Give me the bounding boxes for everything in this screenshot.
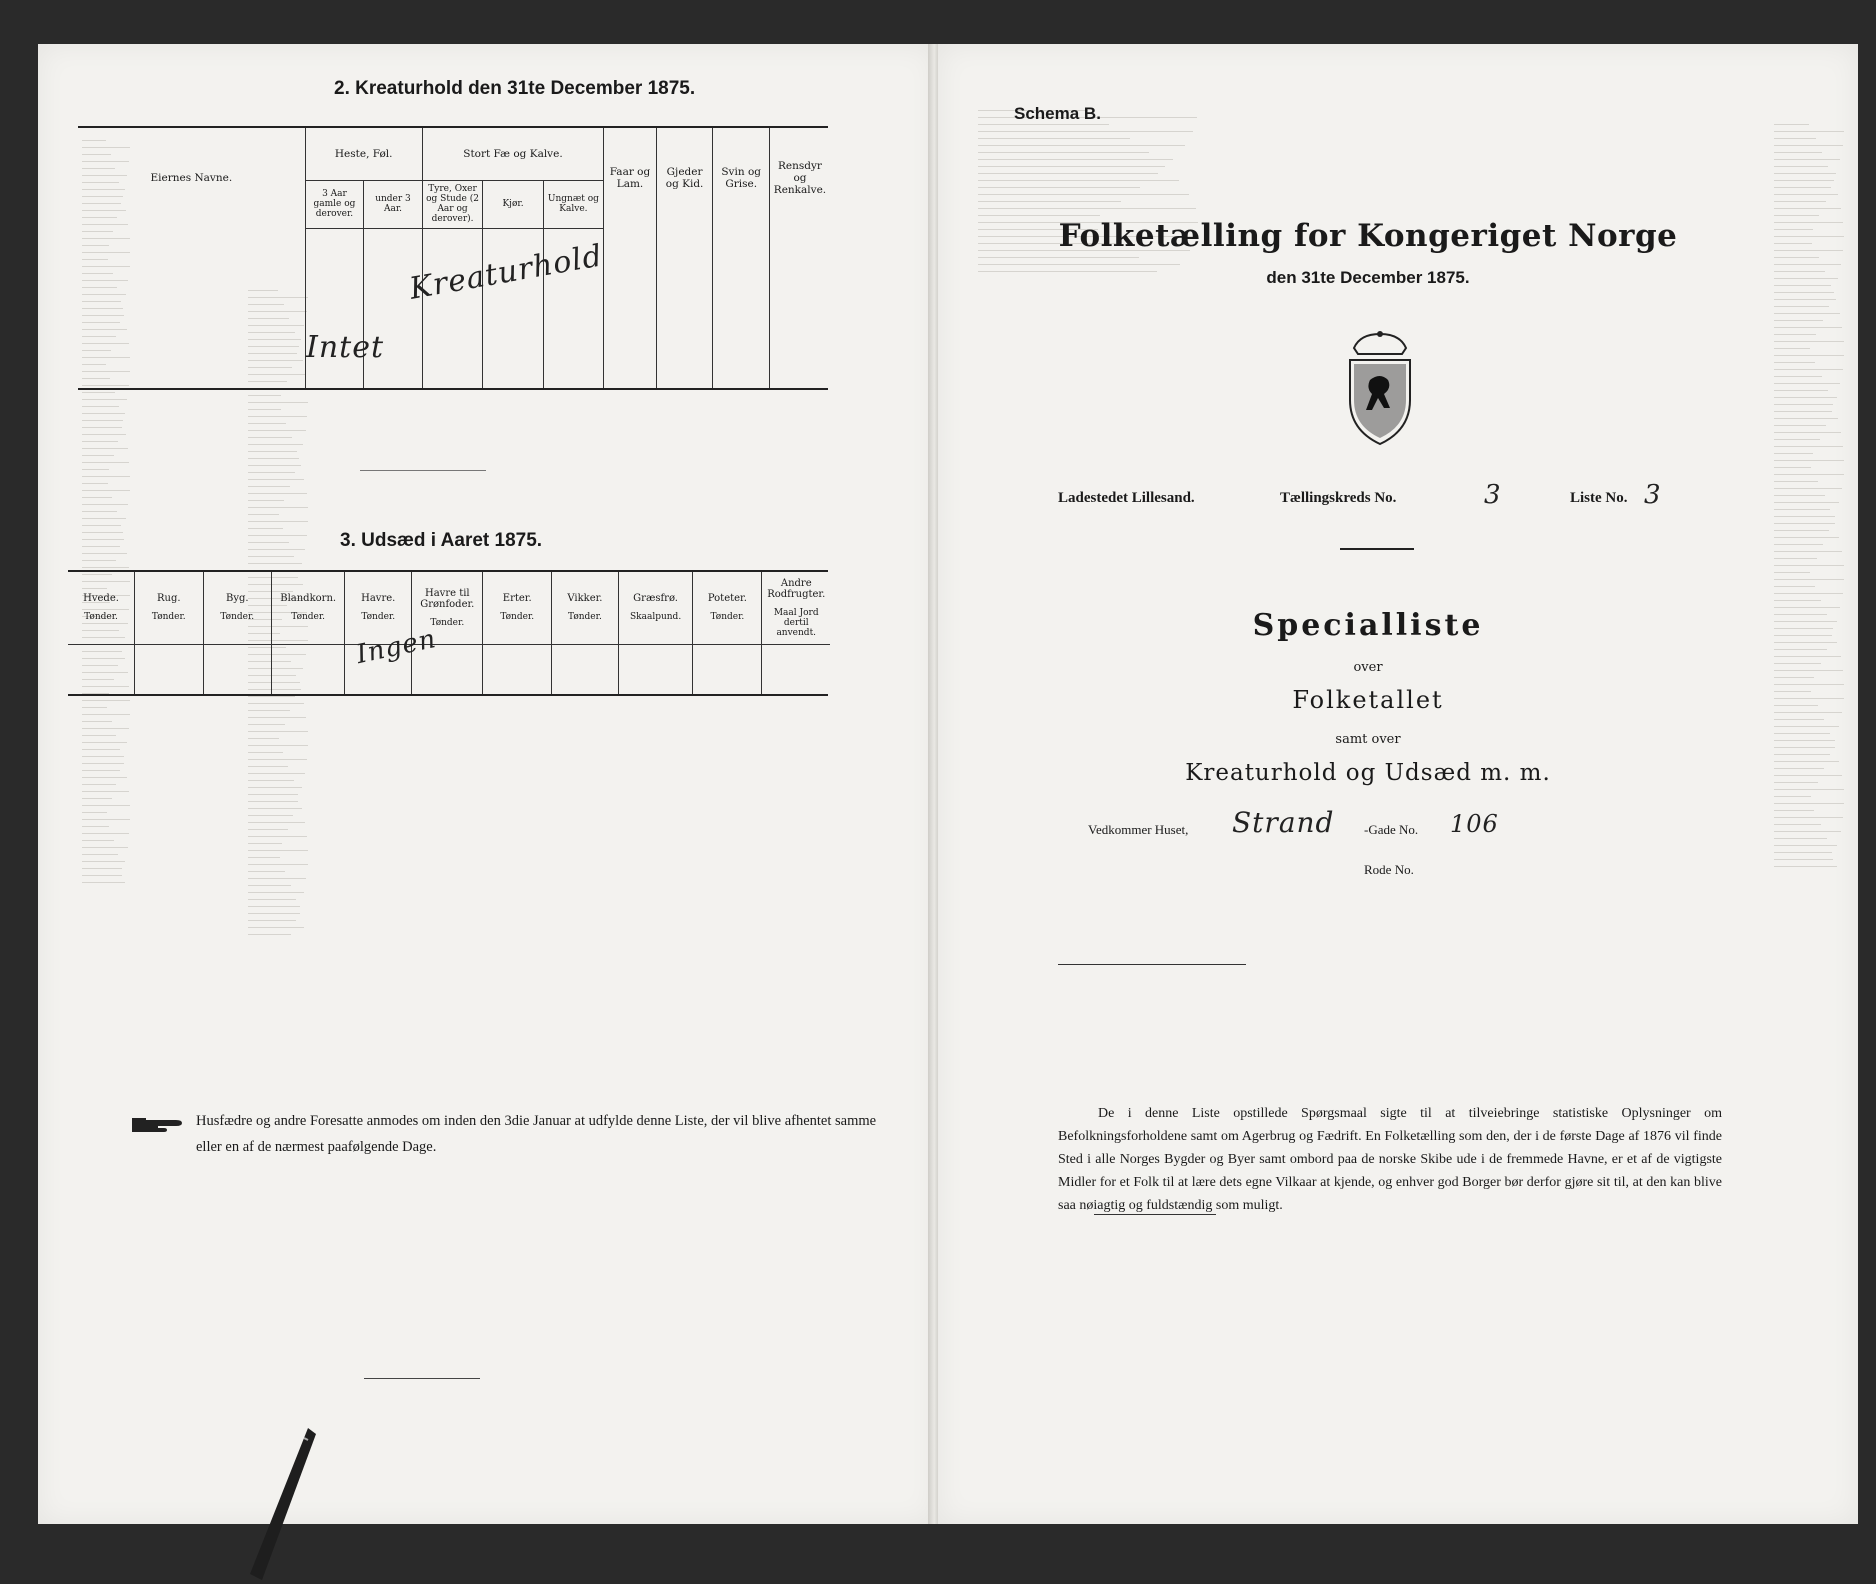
udsaed-col-name: Hvede. [83,593,119,605]
col-heste-b-label: under 3 Aar. [375,194,411,214]
udsaed-col-header [135,572,203,644]
udsaed-col-unit: Maal Jord dertil anvendt. [773,607,819,638]
udsaed-col-header [762,572,830,644]
table-rule [68,694,828,696]
folketallet-text: Folketallet [1292,686,1444,714]
udsaed-col-name: Blandkorn. [280,593,337,605]
udsaed-col-header [203,572,271,644]
udsaed-cell [551,644,618,694]
udsaed-col-header [68,572,135,644]
col-heste-b [364,180,422,228]
udsaed-col-name: Erter. [502,593,532,605]
col-stort-a [422,180,483,228]
kreaturhold-table [78,128,830,388]
col-stort-a-label: Tyre, Oxer og Stude (2 Aar og derover). [426,184,479,224]
col-stort-c [543,180,604,228]
col-stort-header [422,128,604,180]
col-heste-a [305,180,364,228]
udsaed-col-name: Poteter. [707,593,747,605]
col-stort-b-label: Kjør. [502,199,524,209]
udsaed-col-unit: Tønder. [361,612,396,623]
coat-of-arms-icon [1332,328,1428,448]
udsaed-col-unit: Tønder. [291,612,326,623]
udsaed-col-name: Byg. [225,593,249,605]
table-row [78,228,830,388]
udsaed-col-unit: Tønder. [151,612,186,623]
col-svin-label: Svin og Grise. [721,166,761,190]
section-2-title: 2. Kreaturhold den 31te December 1875. [334,78,696,99]
udsaed-col-name: Vikker. [567,593,603,605]
udsaed-col-unit: Tønder. [568,612,602,623]
col-svin-header [713,128,770,228]
udsaed-col-header [618,572,692,644]
col-owner-label: Eiernes Navne. [150,172,233,184]
liste-label: Liste No. [1570,490,1628,506]
liste-value: 3 [1644,480,1662,510]
udsaed-col-header [272,572,345,644]
bleed-through-text [978,104,1198,404]
udsaed-cell [483,644,551,694]
col-rensdyr-label: Rensdyr og Renkalve. [773,160,827,196]
udsaed-col-unit: Tønder. [500,612,535,623]
street-value: Strand [1232,806,1335,839]
udsaed-cell [203,644,271,694]
col-faar-header [604,128,657,228]
udsaed-col-unit: Tønder. [430,617,465,628]
handwritten-ingen: Ingen [353,623,440,671]
gade-value: 106 [1450,810,1499,838]
udsaed-col-header [483,572,551,644]
rode-label: Rode No. [1364,862,1414,877]
col-gjeder-label: Gjeder og Kid. [665,166,704,190]
kreaturhold-text: Kreaturhold og Udsæd m. m. [1185,760,1551,786]
table-rule [78,388,828,390]
udsaed-col-unit: Tønder. [710,612,745,623]
explanatory-paragraph: De i denne Liste opstillede Spørgsmaal sigte til at tilveiebringe statistiske Oplysninger om Befolkningsforholdene samt om Agerbrug og Fædrift. En Folketælling som den, der i de første Dage af 1876 vil finde Sted i alle Norges Bygder og Byer samt ombord paa de norske Skibe ude i de fremmede Havne, er et af de vigtigste Midler for et Folk til at lære dets egne Vilkaar at kjende, og enhver god Borger bør derfor gjøre sit til, at den kan blive saa nøiagtig og fuldstændig som muligt. [1058,1106,1722,1213]
divider [360,470,486,471]
udsaed-col-name: Havre. [361,593,396,605]
ladested-label: Ladestedet Lillesand. [1058,490,1195,506]
page-title: Folketælling for Kongeriget Norge [1058,218,1678,254]
udsaed-col-header [551,572,618,644]
gade-label: -Gade No. [1364,822,1419,837]
udsaed-col-name: Andre Rodfrugter. [767,577,826,600]
udsaed-cell [272,644,345,694]
udsaed-col-name: Havre til Grønfoder. [420,587,475,610]
udsaed-cell [68,644,135,694]
pen-icon [238,1424,318,1584]
udsaed-col-unit: Tønder. [220,612,255,623]
col-heste-label: Heste, Føl. [334,147,393,160]
handwritten-intet: Intet [306,330,385,365]
col-stort-label: Stort Fæ og Kalve. [463,147,563,160]
udsaed-col-unit: Skaalpund. [629,612,682,623]
udsaed-col-header [693,572,762,644]
over-text: over [1353,660,1383,675]
handwritten-kreaturhold: Kreaturhold [406,238,606,307]
pointing-hand-icon [130,1112,190,1138]
udsaed-cell [618,644,692,694]
bleed-through-text [248,284,308,1484]
col-heste-a-label: 3 Aar gamle og derover. [313,189,356,219]
vedkommer-label: Vedkommer Huset, [1088,822,1189,837]
kreds-value: 3 [1484,480,1502,510]
left-page [38,44,936,1524]
right-page [938,44,1858,1524]
col-stort-b [483,180,543,228]
divider [364,1378,480,1379]
schema-label: Schema B. [1014,104,1101,123]
col-stort-c-label: Ungnæt og Kalve. [547,194,599,214]
col-heste-header [305,128,422,180]
notice-text: Husfædre og andre Foresatte anmodes om inden den 3die Januar at udfylde denne Liste, der vil blive afhentet samme eller en af de nærmest paafølgende Dage. [196,1113,877,1155]
divider [1340,548,1414,550]
kreds-label: Tællingskreds No. [1280,490,1397,506]
udsaed-cell [762,644,830,694]
divider [1058,964,1246,965]
samt-over-text: samt over [1335,732,1401,747]
col-owner-header [78,128,305,228]
bleed-through-text [1774,118,1844,1498]
divider [1094,1214,1216,1215]
udsaed-col-name: Rug. [157,593,181,605]
specialliste-heading: Specialliste [1252,608,1484,643]
udsaed-col-unit: Tønder. [84,612,118,623]
col-rensdyr-header [769,128,830,228]
section-3-title: 3. Udsæd i Aaret 1875. [340,530,543,551]
udsaed-col-name: Græsfrø. [633,593,678,605]
udsaed-cell [135,644,203,694]
col-gjeder-header [656,128,713,228]
udsaed-table [68,572,830,694]
table-row [68,644,830,694]
page-date: den 31te December 1875. [1266,268,1470,287]
udsaed-cell [693,644,762,694]
col-faar-label: Faar og Lam. [609,166,651,190]
